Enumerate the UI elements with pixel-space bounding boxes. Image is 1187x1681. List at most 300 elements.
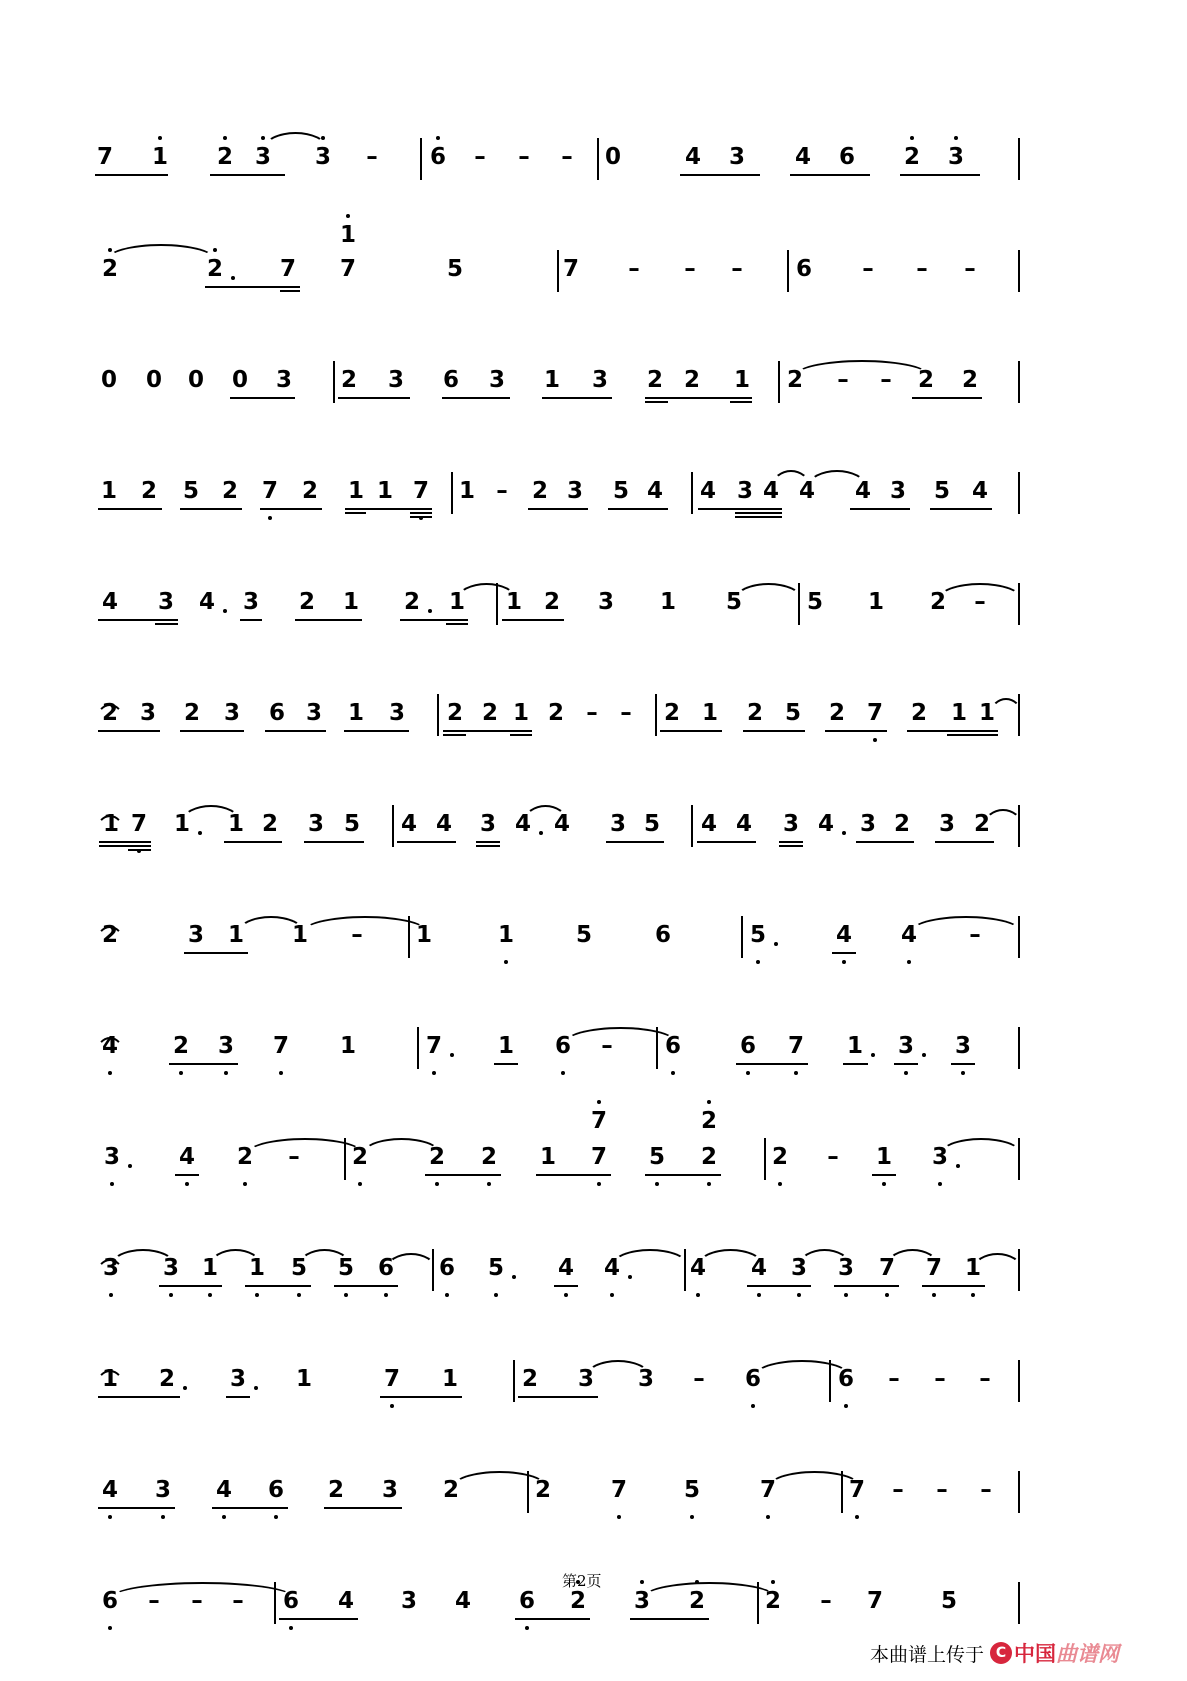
footer-brand-b[interactable]: 曲谱网 — [1056, 1642, 1120, 1666]
underline-beam — [680, 174, 760, 176]
note: 4 — [854, 478, 871, 504]
note: 2 — [101, 922, 118, 948]
note: 2 — [428, 1144, 445, 1170]
note: 1 — [543, 367, 560, 393]
extension-dash: – — [561, 144, 573, 170]
low-octave-dot — [882, 1182, 886, 1186]
underline-beam — [334, 1285, 398, 1287]
note: 5 — [643, 811, 660, 837]
note: 7 — [562, 256, 579, 282]
underline-beam — [645, 401, 668, 403]
page-number: 第2页 — [562, 1572, 602, 1590]
note: 1 — [102, 811, 119, 837]
extension-dash: – — [628, 256, 640, 282]
underline-beam — [380, 1396, 462, 1398]
underline-beam — [528, 508, 588, 510]
low-octave-dot — [842, 960, 846, 964]
note: 6 — [795, 256, 812, 282]
low-octave-dot — [597, 1182, 601, 1186]
note: 2 — [480, 1144, 497, 1170]
note: 3 — [400, 1588, 417, 1614]
low-octave-dot — [179, 1071, 183, 1075]
underline-beam — [98, 1396, 180, 1398]
tie-slur — [238, 916, 304, 932]
tie-slur — [182, 805, 240, 821]
note: 4 — [178, 1144, 195, 1170]
underline-beam — [304, 841, 364, 843]
note: 4 — [699, 478, 716, 504]
extension-dash: – — [191, 1588, 203, 1614]
augmentation-dot — [774, 942, 778, 946]
note: 2 — [521, 1366, 538, 1392]
note: 3 — [609, 811, 626, 837]
underline-beam — [843, 1063, 868, 1065]
note: 3 — [381, 1477, 398, 1503]
site-logo-icon[interactable]: C — [990, 1642, 1012, 1664]
note: 2 — [403, 589, 420, 615]
tie-slur — [524, 805, 567, 821]
note: 6 — [268, 700, 285, 726]
barline — [392, 805, 394, 847]
note: 6 — [377, 1255, 394, 1281]
extension-dash: – — [964, 256, 976, 282]
note: 7 — [425, 1033, 442, 1059]
extension-dash: – — [974, 589, 986, 615]
underline-beam — [99, 845, 151, 847]
note: 7 — [383, 1366, 400, 1392]
barline — [437, 694, 439, 736]
note: 3 — [103, 1144, 120, 1170]
low-octave-dot — [268, 516, 272, 520]
note: 7 — [866, 700, 883, 726]
underline-beam — [494, 1063, 518, 1065]
low-octave-dot — [289, 1626, 293, 1630]
note: 6 — [429, 144, 446, 170]
underline-beam — [476, 841, 500, 843]
low-octave-dot — [756, 960, 760, 964]
underline-beam — [169, 1063, 238, 1065]
barline — [1018, 694, 1020, 736]
augmentation-dot — [922, 1053, 926, 1057]
note: 4 — [514, 811, 531, 837]
high-octave-dot — [910, 136, 914, 140]
barline — [798, 583, 800, 625]
note: 4 — [646, 478, 663, 504]
note: 4 — [794, 144, 811, 170]
extension-dash: – — [232, 1588, 244, 1614]
underline-beam — [935, 841, 994, 843]
note: 4 — [435, 811, 452, 837]
note: 2 — [543, 589, 560, 615]
low-octave-dot — [707, 1182, 711, 1186]
note: 1 — [448, 589, 465, 615]
underline-beam — [155, 623, 178, 625]
barline — [655, 694, 657, 736]
high-octave-dot — [108, 248, 112, 252]
note: 2 — [340, 367, 357, 393]
note: 7 — [96, 144, 113, 170]
underline-beam — [832, 952, 856, 954]
low-octave-dot — [907, 960, 911, 964]
extension-dash: – — [827, 1144, 839, 1170]
underline-beam — [184, 952, 248, 954]
underline-beam — [735, 512, 782, 514]
note: 2 — [446, 700, 463, 726]
note: 3 — [488, 367, 505, 393]
underline-beam — [660, 730, 722, 732]
note: 4 — [454, 1588, 471, 1614]
note: 3 — [254, 144, 271, 170]
extension-dash: – — [518, 144, 530, 170]
underline-beam — [344, 730, 409, 732]
footer-brand[interactable]: 中国 — [1014, 1642, 1057, 1666]
tie-slur — [938, 583, 1022, 599]
note: 1 — [875, 1144, 892, 1170]
note: 7 — [787, 1033, 804, 1059]
underline-beam — [265, 730, 326, 732]
note: 2 — [101, 256, 118, 282]
barline — [764, 1138, 766, 1180]
note: 5 — [290, 1255, 307, 1281]
note: 3 — [157, 589, 174, 615]
note: 1 — [659, 589, 676, 615]
note: 6 — [838, 144, 855, 170]
high-octave-dot — [213, 248, 217, 252]
low-octave-dot — [243, 1182, 247, 1186]
note: 2 — [261, 811, 278, 837]
note: 3 — [859, 811, 876, 837]
high-octave-dot — [346, 214, 350, 218]
note: 4 — [101, 1033, 118, 1059]
underline-beam — [175, 1174, 199, 1176]
underline-beam — [210, 174, 285, 176]
augmentation-dot — [450, 1053, 454, 1057]
underline-beam — [947, 734, 998, 736]
note: 6 — [554, 1033, 571, 1059]
extension-dash: – — [969, 922, 981, 948]
barline — [1018, 1027, 1020, 1069]
tie-slur — [210, 1249, 261, 1265]
underline-beam — [518, 1396, 598, 1398]
tie-slur — [106, 244, 216, 260]
low-octave-dot — [224, 1071, 228, 1075]
augmentation-dot — [428, 609, 432, 613]
low-octave-dot — [344, 1293, 348, 1297]
low-octave-dot — [855, 1515, 859, 1519]
note: 3 — [162, 1255, 179, 1281]
note: 2 — [327, 1477, 344, 1503]
note: 3 — [597, 589, 614, 615]
underline-beam — [98, 619, 178, 621]
high-octave-dot — [223, 136, 227, 140]
note: 3 — [387, 367, 404, 393]
low-octave-dot — [487, 1182, 491, 1186]
augmentation-dot — [231, 276, 235, 280]
underline-beam — [338, 397, 410, 399]
high-octave-dot — [597, 1100, 601, 1104]
underline-beam — [245, 1285, 311, 1287]
tie-slur — [586, 1360, 650, 1376]
note: 2 — [481, 700, 498, 726]
low-octave-dot — [208, 1293, 212, 1297]
barline — [417, 1027, 419, 1069]
underline-beam — [345, 512, 366, 514]
tie-slur — [808, 470, 866, 486]
note: 0 — [231, 367, 248, 393]
underline-beam — [159, 1285, 222, 1287]
note: 2 — [893, 811, 910, 837]
underline-beam — [443, 734, 466, 736]
note: 5 — [343, 811, 360, 837]
note: 4 — [337, 1588, 354, 1614]
footer-text: 本曲谱上传于 — [870, 1643, 985, 1666]
underline-beam — [608, 508, 668, 510]
underline-beam — [894, 1063, 918, 1065]
note: 5 — [784, 700, 801, 726]
extension-dash: – — [148, 1588, 160, 1614]
low-octave-dot — [435, 1182, 439, 1186]
low-octave-dot — [794, 1071, 798, 1075]
extension-dash: – — [888, 1366, 900, 1392]
underline-beam — [645, 1174, 721, 1176]
note: 0 — [145, 367, 162, 393]
note: 4 — [700, 811, 717, 837]
underline-beam — [98, 508, 162, 510]
barline — [1018, 916, 1020, 958]
underline-beam — [425, 1174, 501, 1176]
extension-dash: – — [880, 367, 892, 393]
augmentation-dot — [956, 1164, 960, 1168]
note: 4 — [817, 811, 834, 837]
low-octave-dot — [297, 1293, 301, 1297]
barline — [1018, 1360, 1020, 1402]
extension-dash: – — [351, 922, 363, 948]
note: 1 — [248, 1255, 265, 1281]
high-octave-dot — [640, 1580, 644, 1584]
low-octave-dot — [671, 1071, 675, 1075]
note: 5 — [725, 589, 742, 615]
underline-beam — [779, 845, 803, 847]
note: 2 — [534, 1477, 551, 1503]
low-octave-dot — [185, 1182, 189, 1186]
note: 1 — [173, 811, 190, 837]
barline — [1018, 805, 1020, 847]
underline-beam — [850, 508, 910, 510]
underline-beam — [443, 730, 532, 732]
note: 1 — [964, 1255, 981, 1281]
tie-slur — [264, 132, 327, 148]
note: 2 — [569, 1588, 586, 1614]
low-octave-dot — [617, 1515, 621, 1519]
note: 3 — [479, 811, 496, 837]
note: 5 — [337, 1255, 354, 1281]
extension-dash: – — [620, 700, 632, 726]
note: 6 — [654, 922, 671, 948]
low-octave-dot — [757, 1293, 761, 1297]
underline-beam — [825, 730, 887, 732]
barline — [1018, 1471, 1020, 1513]
underline-beam — [446, 623, 468, 625]
barline — [1018, 1582, 1020, 1624]
note: 7 — [925, 1255, 942, 1281]
underline-beam — [400, 619, 468, 621]
barline — [741, 916, 743, 958]
low-octave-dot — [938, 1182, 942, 1186]
note: 5 — [648, 1144, 665, 1170]
note: 4 — [198, 589, 215, 615]
low-octave-dot — [564, 1293, 568, 1297]
underline-beam — [872, 1174, 896, 1176]
low-octave-dot — [222, 1515, 226, 1519]
barline — [1018, 472, 1020, 514]
note: 1 — [497, 922, 514, 948]
note: 3 — [782, 811, 799, 837]
extension-dash: – — [684, 256, 696, 282]
underline-beam — [295, 619, 362, 621]
underline-beam — [128, 849, 151, 851]
augmentation-dot — [539, 831, 543, 835]
high-octave-dot — [707, 1100, 711, 1104]
tie-slur — [910, 916, 1022, 932]
note: 2 — [683, 367, 700, 393]
note: 7 — [261, 478, 278, 504]
underline-beam — [95, 174, 168, 176]
barline — [333, 361, 335, 403]
note: 3 — [897, 1033, 914, 1059]
note: 7 — [412, 478, 429, 504]
tie-slur — [362, 1138, 441, 1154]
note: 4 — [971, 478, 988, 504]
note: 2 — [216, 144, 233, 170]
low-octave-dot — [169, 1293, 173, 1297]
underline-beam — [205, 286, 300, 288]
note: 1 — [441, 1366, 458, 1392]
high-octave-dot — [436, 136, 440, 140]
underline-beam — [907, 730, 998, 732]
note: 1 — [497, 1033, 514, 1059]
underline-beam — [280, 290, 300, 292]
tie-slur — [772, 470, 810, 486]
note: 6 — [438, 1255, 455, 1281]
note: 1 — [295, 1366, 312, 1392]
note: 6 — [442, 367, 459, 393]
low-octave-dot — [746, 1071, 750, 1075]
augmentation-dot — [183, 1386, 187, 1390]
note: 2 — [183, 700, 200, 726]
underline-beam — [606, 841, 664, 843]
extension-dash: – — [980, 1477, 992, 1503]
note: 6 — [101, 1588, 118, 1614]
note: 2 — [929, 589, 946, 615]
augmentation-dot — [842, 831, 846, 835]
underline-beam — [410, 516, 432, 518]
underline-beam — [834, 1285, 899, 1287]
extension-dash: – — [936, 1477, 948, 1503]
note: 2 — [828, 700, 845, 726]
barline — [597, 138, 599, 180]
note: 7 — [339, 256, 356, 282]
note: 4 — [735, 811, 752, 837]
underline-beam — [542, 397, 612, 399]
note: 3 — [305, 700, 322, 726]
low-octave-dot — [161, 1515, 165, 1519]
barline — [691, 472, 693, 514]
note: 6 — [518, 1588, 535, 1614]
note: 2 — [172, 1033, 189, 1059]
note: 5 — [933, 478, 950, 504]
low-octave-dot — [279, 1071, 283, 1075]
tie-slur — [299, 1249, 350, 1265]
note: 4 — [684, 144, 701, 170]
underline-beam — [922, 1285, 985, 1287]
underline-beam — [345, 508, 432, 510]
underline-beam — [397, 841, 456, 843]
extension-dash: – — [288, 1144, 300, 1170]
note: 2 — [158, 1366, 175, 1392]
underline-beam — [476, 845, 500, 847]
underline-beam — [180, 730, 244, 732]
note: 5 — [683, 1477, 700, 1503]
tie-slur — [698, 1249, 763, 1265]
low-octave-dot — [696, 1293, 700, 1297]
underline-beam — [226, 1396, 250, 1398]
low-octave-dot — [873, 738, 877, 742]
note: 5 — [487, 1255, 504, 1281]
extension-dash: – — [496, 478, 508, 504]
note: 7 — [279, 256, 296, 282]
note: 4 — [400, 811, 417, 837]
note: 3 — [633, 1588, 650, 1614]
tie-slur — [612, 1249, 688, 1265]
note: 3 — [591, 367, 608, 393]
augmentation-dot — [512, 1275, 516, 1279]
low-octave-dot — [971, 1293, 975, 1297]
note: 6 — [282, 1588, 299, 1614]
low-octave-dot — [274, 1515, 278, 1519]
note: 1 — [376, 478, 393, 504]
note: 3 — [790, 1255, 807, 1281]
note: 2 — [646, 367, 663, 393]
underline-beam — [951, 1063, 975, 1065]
note: 1 — [339, 1033, 356, 1059]
low-octave-dot — [384, 1293, 388, 1297]
note: 1 — [512, 700, 529, 726]
note: 2 — [688, 1588, 705, 1614]
note: 3 — [736, 478, 753, 504]
note: 6 — [739, 1033, 756, 1059]
low-octave-dot — [932, 1293, 936, 1297]
tie-slur — [564, 1027, 677, 1043]
note: 7 — [590, 1108, 607, 1134]
underline-beam — [743, 730, 805, 732]
extension-dash: – — [979, 1366, 991, 1392]
underline-beam — [900, 174, 980, 176]
note: 1 — [339, 222, 356, 248]
note: 1 — [151, 144, 168, 170]
underline-beam — [515, 1618, 590, 1620]
barline — [420, 138, 422, 180]
note: 7 — [610, 1477, 627, 1503]
barline — [513, 1360, 515, 1402]
low-octave-dot — [109, 1293, 113, 1297]
note: 4 — [101, 589, 118, 615]
tie-slur — [887, 1249, 938, 1265]
barline — [432, 1249, 434, 1291]
note: 3 — [566, 478, 583, 504]
underline-beam — [856, 841, 914, 843]
high-octave-dot — [158, 136, 162, 140]
barline — [1018, 1249, 1020, 1291]
